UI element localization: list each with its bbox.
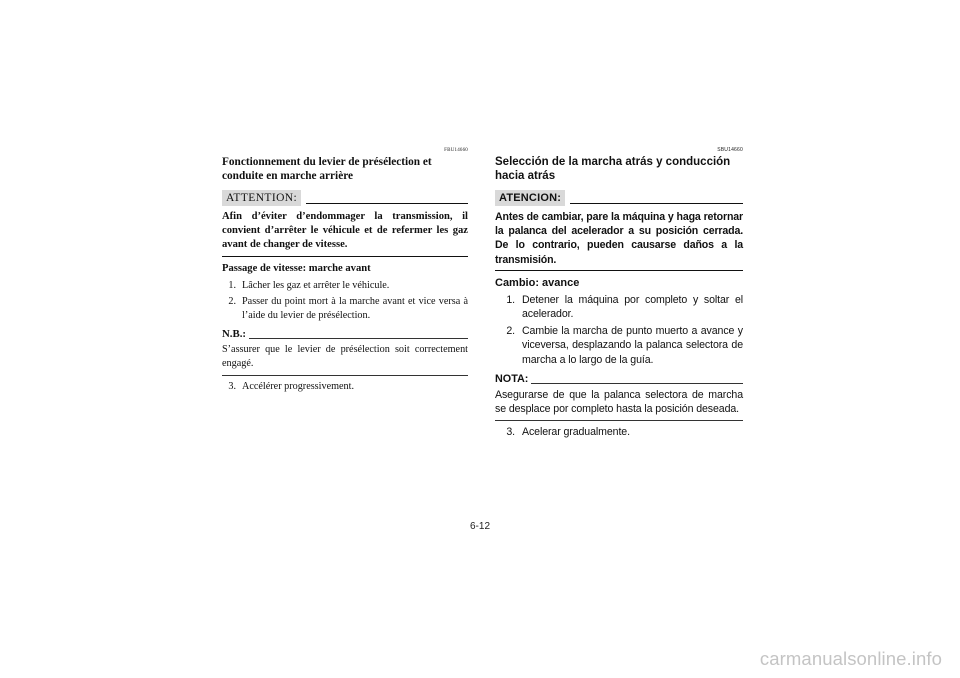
caution-text: Afin d’éviter d’endommager la transmission, il convient d’arrêter le véhicule et de refermer les gaz avant de changer de vitesse. — [222, 211, 468, 251]
steps-list-continued — [495, 425, 743, 439]
note-end-rule — [495, 420, 743, 421]
step-number: 1. — [506, 293, 515, 306]
caution-end-rule — [222, 256, 468, 257]
list-item — [222, 279, 468, 293]
section-code: FBU14660 — [444, 148, 468, 153]
note-end-rule — [222, 375, 468, 376]
note-label: N.B.: — [222, 328, 246, 341]
note-rule — [531, 383, 743, 384]
list-item — [222, 295, 468, 322]
step-text: Accélérer progressivement. — [242, 381, 355, 393]
step-text: Lâcher les gaz et arrêter le véhicule. — [242, 279, 390, 291]
step-number: 3. — [228, 381, 236, 393]
spanish-column — [495, 147, 743, 439]
caution-end-rule — [495, 270, 743, 271]
step-text: Passer du point mort à la marche avant et vice versa à l’aide du levier de présélection. — [242, 296, 468, 321]
section-code: SBU14660 — [717, 147, 743, 153]
caution-text: Antes de cambiar, pare la máquina y haga retornar la palanca del acelerador a su posición cerrada. De lo contrario, pueden causarse daños a la transmisión. — [495, 211, 743, 266]
note-label: NOTA: — [495, 372, 529, 385]
caution-rule — [306, 203, 468, 204]
page-number: 6-12 — [470, 521, 491, 532]
french-column — [222, 147, 468, 394]
caution-label: ATTENTION: — [222, 190, 301, 206]
list-item — [222, 380, 468, 394]
subheading: Cambio: avance — [495, 276, 580, 289]
steps-list-continued — [222, 380, 468, 394]
steps-list — [495, 293, 743, 367]
note-rule — [249, 338, 468, 339]
caution-label: ATENCION: — [495, 190, 565, 206]
caution-header — [495, 190, 743, 206]
caution-rule — [570, 203, 743, 204]
step-text: Acelerar gradualmente. — [522, 426, 630, 439]
steps-list — [222, 279, 468, 323]
note-header — [222, 328, 468, 341]
step-number: 2. — [228, 296, 236, 308]
section-heading: Selección de la marcha atrás y conducción hacia atrás — [495, 156, 731, 182]
note-header — [495, 373, 743, 386]
step-number: 2. — [506, 325, 515, 338]
note-text: S’assurer que le levier de présélection soit correctement engagé. — [222, 344, 468, 370]
note-text: Asegurarse de que la palanca selectora de marcha se desplace por completo hasta la posición deseada. — [495, 388, 743, 416]
list-item — [495, 425, 743, 439]
section-heading: Fonctionnement du levier de présélection et conduite en marche arrière — [222, 156, 432, 182]
step-number: 3. — [506, 426, 515, 439]
list-item — [495, 293, 743, 321]
step-text: Detener la máquina por completo y soltar el acelerador. — [522, 293, 743, 321]
step-number: 1. — [228, 279, 236, 291]
subheading: Passage de vitesse: marche avant — [222, 262, 371, 274]
watermark: carmanualsonline.info — [759, 648, 942, 669]
step-text: Cambie la marcha de punto muerto a avance y viceversa, desplazando la palanca selectora de marcha a lo largo de la guía. — [522, 325, 743, 366]
caution-header — [222, 190, 468, 206]
list-item — [495, 324, 743, 367]
